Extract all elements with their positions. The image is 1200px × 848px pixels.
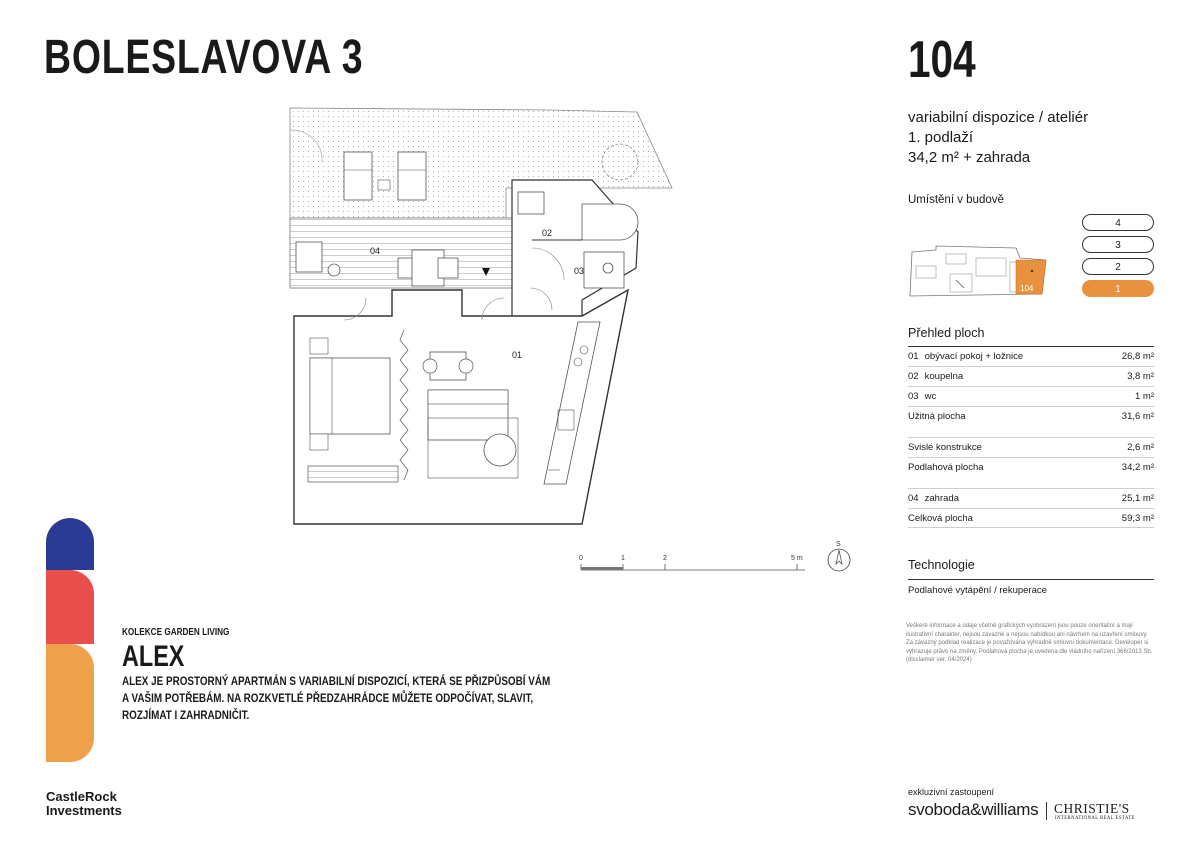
scale-label: 0 (579, 555, 583, 562)
room-label-01: 01 (512, 350, 523, 360)
logo-divider (1046, 802, 1047, 820)
area-row: 03 wc 1 m² (908, 386, 1154, 406)
floor-2-button[interactable]: 2 (1082, 258, 1154, 275)
area-row: 04 zahrada 25,1 m² (908, 488, 1154, 508)
floor-level: 1. podlaží (908, 129, 974, 146)
north-label: S (836, 541, 841, 548)
floor-4-button[interactable]: 4 (1082, 214, 1154, 231)
lounger-icon (398, 152, 426, 200)
scale-label: 1 (621, 555, 625, 562)
scale-label: 5 m (791, 555, 803, 562)
unit-area: 34,2 m² + zahrada (908, 149, 1031, 166)
unit-tag: 104 (1020, 284, 1034, 293)
room-label-03: 03 (574, 266, 585, 276)
floor-plan (282, 100, 702, 530)
developer-logo: CastleRock Investments (46, 789, 122, 818)
wardrobe-icon (308, 466, 398, 482)
collection-label: KOLEKCE GARDEN LIVING (122, 626, 230, 638)
area-row: Užitná plocha 31,6 m² (908, 406, 1154, 426)
scale-label: 2 (663, 555, 667, 562)
technology-value: Podlahové vytápění / rekuperace (908, 585, 1047, 596)
bathtub-icon (582, 204, 638, 240)
agency-label: exkluzivní zastoupení (908, 787, 995, 797)
area-row: Podlahová plocha 34,2 m² (908, 457, 1154, 477)
floor-3-button[interactable]: 3 (1082, 236, 1154, 253)
sink-icon (518, 192, 544, 214)
layout-type: variabilní dispozice / ateliér (908, 109, 1089, 126)
unit-summary (908, 108, 1088, 168)
area-row: 02 koupelna 3,8 m² (908, 366, 1154, 386)
technology-heading: Technologie (908, 558, 975, 572)
lounger-icon (344, 152, 372, 200)
unit-description: ALEX JE PROSTORNÝ APARTMÁN S VARIABILNÍ DISPOZICÍ, KTERÁ SE PŘIZPŮSOBÍ VÁM A VAŠIM POTŘEBÁM. NA ROZKVETLÉ PŘEDZAHRÁDCE MŮŽETE ODPOČÍVAT, SLAVIT, ROZJÍMAT I ZAHRADNIČIT. (122, 676, 551, 722)
disclaimer: Veškeré informace a údaje včetně grafických vyobrazení jsou pouze orientační a mají ilustrativní charakter, nejsou závazné a nejsou nabídkou ani návrhem na uzavření smlouvy. Za závazný podklad realizace je považována výhradně smluvní dokumentace. Developer si vyhrazuje právo na změny. Podlahová plocha je uvedena dle vládního nařízení 366/2013 Sb. (disclaimer ver. 04/2024) (906, 623, 1153, 663)
building-location-map (906, 244, 1056, 300)
north-arrow-icon (826, 538, 852, 574)
area-row: Svislé konstrukce 2,6 m² (908, 437, 1154, 457)
areas-heading: Přehled ploch (908, 326, 985, 340)
floor-1-button[interactable]: 1 (1082, 280, 1154, 297)
divider (908, 579, 1154, 580)
scale-bar (575, 550, 815, 576)
partner-logo: CHRISTIE'S (1054, 801, 1130, 816)
room-label-02: 02 (542, 228, 553, 238)
area-row: Celková plocha 59,3 m² (908, 508, 1154, 528)
brand-graphic (44, 516, 96, 764)
room-label-04: 04 (370, 246, 381, 256)
project-title: BOLESLAVOVA 3 (44, 31, 364, 84)
area-row: 01 obývací pokoj + ložnice 26,8 m² (908, 346, 1154, 366)
partner-logo-subtitle: INTERNATIONAL REAL ESTATE (1055, 816, 1135, 821)
unit-number: 104 (908, 31, 976, 89)
coffee-table-icon (484, 434, 516, 466)
agency-logo: svoboda&williams (908, 800, 1039, 819)
location-label: Umístění v budově (908, 194, 1004, 206)
unit-name: ALEX (122, 640, 185, 673)
